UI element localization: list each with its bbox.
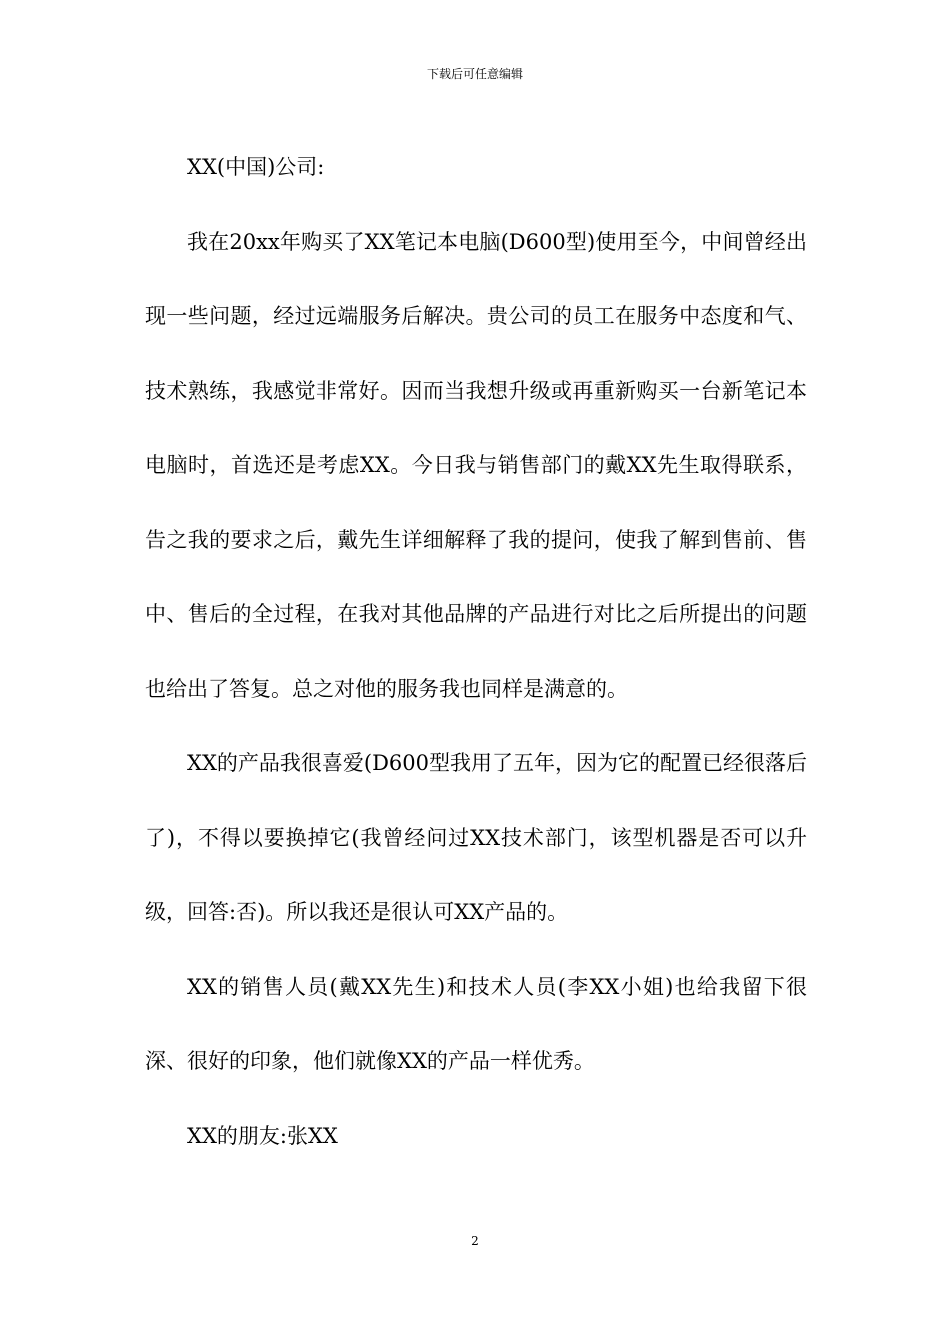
page-header-note: 下载后可任意编辑 — [426, 67, 523, 81]
letter-paragraph-1: 我在20xx年购买了XX笔记本电脑(D600型)使用至今，中间曾经出现一些问题，经过远端服务后解决。贵公司的员工在服务中态度和气、技术熟练，我感觉非常好。因而当我想升级或再重新购买一台新笔记本电脑时，首选还是考虑XX。今日我与销售部门的戴XX先生取得联系，告之我的要求之后，戴先生详细解释了我的提问，使我了解到售前、售中、售后的全过程，在我对其他品牌的产品进行对比之后所提出的问题也给出了答复。总之对他的服务我也同样是满意的。 — [145, 229, 807, 701]
letter-signature: XX的朋友:张XX — [187, 1123, 338, 1148]
letter-paragraph-2: XX的产品我很喜爱(D600型我用了五年，因为它的配置已经很落后了)，不得以要换掉它(我曾经问过XX技术部门，该型机器是否可以升级，回答:否)。所以我还是很认可XX产品的。 — [145, 751, 808, 924]
letter-salutation: XX(中国)公司: — [187, 155, 325, 179]
page-number: 2 — [471, 1234, 479, 1248]
letter-paragraph-3: XX的销售人员(戴XX先生)和技术人员(李XX小姐)也给我留下很深、很好的印象，他们就像XX的产品一样优秀。 — [145, 974, 807, 1073]
letter-body — [145, 130, 807, 1173]
